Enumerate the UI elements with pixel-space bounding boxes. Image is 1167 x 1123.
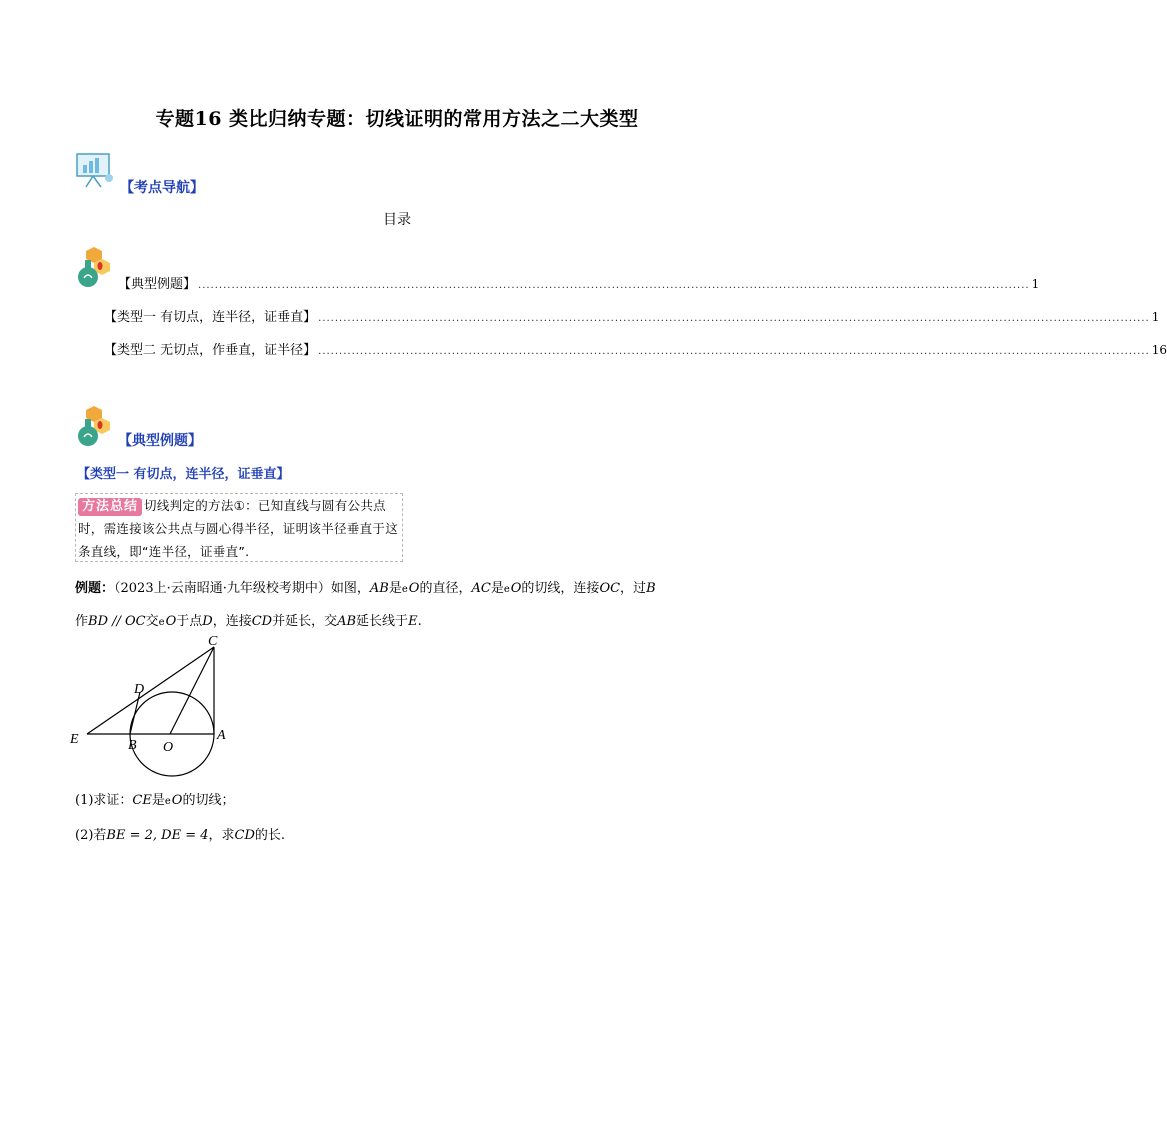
- line-co: [170, 647, 214, 734]
- text: 的直径，: [419, 581, 472, 596]
- toc-label: 【典型例题】: [118, 277, 197, 292]
- label-e: E: [70, 732, 79, 747]
- math: B: [646, 581, 656, 596]
- summary-text: 切线判定的方法①：已知直线与圆有公共点时，需连接该公共点与圆心得半径，证明该半径垂直于这条直线，即“连半径，证垂直”.: [78, 498, 399, 559]
- text: 是: [490, 581, 504, 596]
- toc-dots: .......................................................................................................................................................................................................: [318, 313, 1150, 324]
- label-b: B: [128, 738, 137, 753]
- math: CE: [132, 793, 152, 808]
- toc-dots: .......................................................................................................................................................................................................: [198, 280, 1030, 291]
- method-summary: [75, 493, 403, 562]
- math: O: [510, 581, 522, 596]
- math: O: [171, 793, 183, 808]
- toc-page: 16: [1151, 343, 1167, 357]
- text: 于点: [176, 614, 203, 629]
- text: 交: [145, 614, 159, 629]
- text: 的长.: [254, 828, 286, 843]
- text: 的切线，连接: [521, 581, 600, 596]
- example-source: （2023上·云南昭通·九年级校考期中）: [114, 581, 331, 596]
- type-heading: 【类型一 有切点，连半径，证垂直】: [77, 467, 290, 482]
- example-label: 例题：: [75, 581, 115, 596]
- math: AB: [337, 614, 357, 629]
- line-ec: [87, 647, 214, 734]
- text: 延长线于: [356, 614, 409, 629]
- math: AC: [471, 581, 491, 596]
- text: ，过: [620, 581, 647, 596]
- text: 是: [388, 581, 402, 596]
- toc-row[interactable]: [104, 339, 1167, 358]
- label-o: O: [163, 740, 174, 755]
- toc-title: 目录: [383, 212, 411, 228]
- math: CD: [251, 614, 273, 629]
- text: .: [417, 614, 422, 629]
- toc-page: 1: [1151, 310, 1160, 324]
- page-title: 专题16 类比归纳专题：切线证明的常用方法之二大类型: [155, 108, 639, 130]
- circle-symbol: e: [401, 584, 408, 595]
- text: (1)求证：: [75, 793, 133, 808]
- toc-label: 【类型二 无切点，作垂直，证半径】: [104, 343, 317, 358]
- label-d: D: [134, 682, 145, 697]
- toc-page: 1: [1031, 277, 1040, 291]
- label-c: C: [208, 634, 218, 649]
- geometry-figure: [60, 630, 260, 790]
- text: 并延长，交: [272, 614, 338, 629]
- math: OC: [599, 581, 621, 596]
- question-2: [75, 826, 285, 846]
- toc-label: 【类型一 有切点，连半径，证垂直】: [104, 310, 317, 325]
- math: BE = 2, DE = 4: [106, 828, 209, 843]
- toc-row[interactable]: [104, 306, 1160, 325]
- question-1: [75, 791, 234, 812]
- math: CD: [234, 828, 255, 843]
- line-bd: [130, 692, 140, 734]
- math: E: [408, 614, 418, 629]
- math: O: [165, 614, 177, 629]
- text: 如图，: [330, 581, 370, 596]
- math: AB: [369, 581, 389, 596]
- nav-heading: 【考点导航】: [120, 180, 204, 196]
- circle-symbol: e: [164, 796, 171, 807]
- math: O: [408, 581, 420, 596]
- example-text: [75, 579, 725, 633]
- circle-symbol: e: [503, 584, 510, 595]
- math: BD // OC: [88, 614, 146, 629]
- label-a: A: [217, 728, 226, 743]
- summary-badge: 方法总结: [78, 498, 142, 516]
- math: D: [202, 614, 213, 629]
- chart-board-icon: [74, 150, 116, 190]
- circle-symbol: e: [158, 617, 165, 628]
- text: 作: [75, 614, 89, 629]
- flask-icon: [72, 245, 112, 289]
- toc-dots: .......................................................................................................................................................................................................: [318, 346, 1150, 357]
- text: ，求: [208, 828, 235, 843]
- toc-row[interactable]: [118, 273, 1040, 292]
- text: (2)若: [75, 828, 107, 843]
- section-heading: 【典型例题】: [118, 433, 202, 449]
- flask-icon: [72, 404, 112, 448]
- text: 的切线；: [182, 793, 235, 808]
- text: 是: [151, 793, 165, 808]
- text: ，连接: [212, 614, 252, 629]
